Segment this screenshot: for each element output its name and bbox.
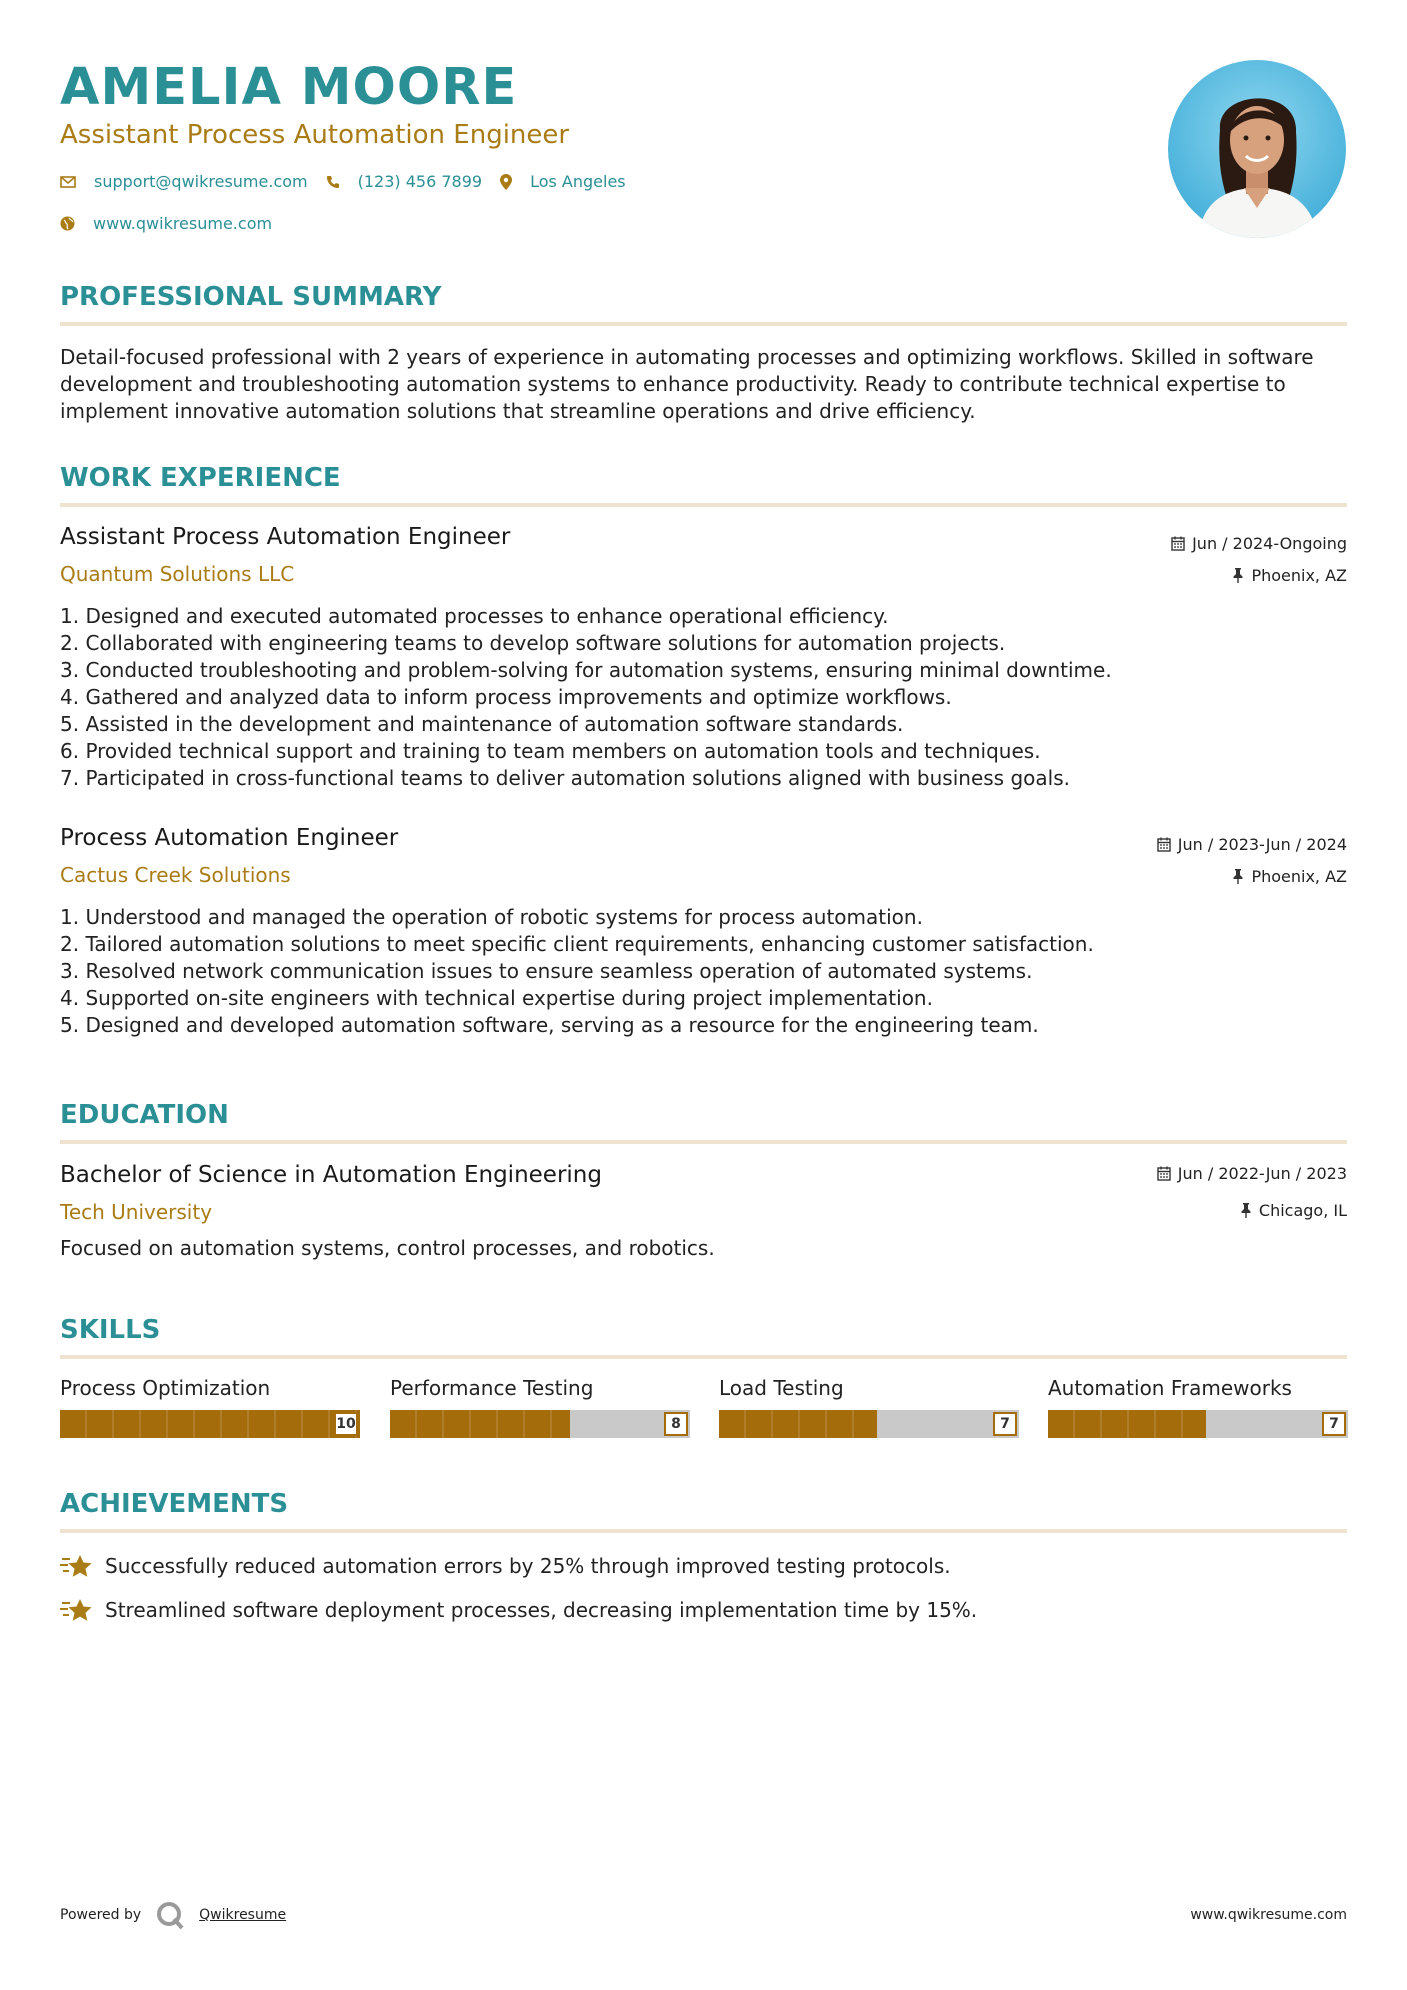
achievement-item [60, 1553, 951, 1579]
list-item: 2. Tailored automation solutions to meet specific client requirements, enhancing customer satisfaction. [60, 932, 1094, 956]
job-bullets [60, 603, 1347, 792]
star-icon [60, 1597, 93, 1623]
list-item: 7. Participated in cross-functional teams to deliver automation solutions aligned with business goals. [60, 766, 1070, 790]
list-item: 4. Supported on-site engineers with technical expertise during project implementation. [60, 986, 933, 1010]
degree-title: Bachelor of Science in Automation Engineering [60, 1162, 602, 1188]
skill-item [1048, 1376, 1348, 1438]
job-dates [1157, 835, 1347, 854]
list-item: 6. Provided technical support and training to team members on automation tools and techniques. [60, 739, 1041, 763]
skill-level-badge: 10 [334, 1412, 358, 1436]
skill-bar-fill [719, 1410, 877, 1438]
experience-heading: WORK EXPERIENCE [60, 463, 1347, 507]
education-description: Focused on automation systems, control processes, and robotics. [60, 1236, 715, 1260]
skill-level-badge: 7 [1322, 1412, 1346, 1436]
calendar-icon [1157, 837, 1171, 852]
job-dates-text: Jun / 2023-Jun / 2024 [1177, 835, 1347, 854]
summary-heading: PROFESSIONAL SUMMARY [60, 282, 1347, 326]
location-contact [500, 172, 626, 191]
email-text: support@qwikresume.com [94, 172, 308, 191]
skill-item [60, 1376, 360, 1438]
job-location [1232, 867, 1347, 886]
calendar-icon [1171, 536, 1185, 551]
skill-level-badge: 8 [664, 1412, 688, 1436]
school-name: Tech University [60, 1200, 213, 1224]
skills-heading: SKILLS [60, 1315, 1347, 1359]
achievements-heading: ACHIEVEMENTS [60, 1489, 1347, 1533]
job-location [1232, 566, 1347, 585]
pushpin-icon [1232, 869, 1244, 884]
skill-bar [390, 1410, 690, 1438]
skill-name: Automation Frameworks [1048, 1376, 1292, 1400]
list-item: 5. Assisted in the development and maintenance of automation software standards. [60, 712, 904, 736]
education-heading: EDUCATION [60, 1100, 1347, 1144]
skill-name: Process Optimization [60, 1376, 271, 1400]
education-location [1240, 1201, 1347, 1220]
profile-portrait-icon [1168, 60, 1346, 238]
location-text: Los Angeles [530, 172, 626, 191]
email-contact[interactable] [60, 172, 308, 191]
phone-contact[interactable] [326, 172, 482, 191]
skill-level-badge: 7 [993, 1412, 1017, 1436]
calendar-icon [1157, 1166, 1171, 1181]
education-dates [1157, 1164, 1347, 1183]
qwikresume-logo-icon [155, 1900, 185, 1930]
job-title: Assistant Process Automation Engineer [60, 524, 511, 550]
profile-photo [1168, 60, 1346, 238]
achievement-text: Streamlined software deployment processes, decreasing implementation time by 15%. [105, 1598, 978, 1622]
contact-row-primary [60, 172, 644, 191]
website-text: www.qwikresume.com [93, 214, 273, 233]
envelope-icon [60, 176, 76, 188]
list-item: 4. Gathered and analyzed data to inform process improvements and optimize workflows. [60, 685, 952, 709]
list-item: 2. Collaborated with engineering teams to develop software solutions for automation projects. [60, 631, 1006, 655]
achievement-text: Successfully reduced automation errors by 25% through improved testing protocols. [105, 1554, 951, 1578]
powered-by-label: Powered by [60, 1907, 142, 1923]
job-company: Cactus Creek Solutions [60, 863, 291, 887]
education-location-text: Chicago, IL [1258, 1201, 1347, 1220]
skill-bar [719, 1410, 1019, 1438]
candidate-name: AMELIA MOORE [60, 58, 518, 117]
globe-icon [60, 216, 75, 231]
phone-text: (123) 456 7899 [357, 172, 483, 191]
skill-name: Load Testing [719, 1376, 844, 1400]
job-dates-text: Jun / 2024-Ongoing [1192, 534, 1347, 553]
job-location-text: Phoenix, AZ [1251, 867, 1347, 886]
star-icon [60, 1553, 93, 1579]
skill-bar [1048, 1410, 1348, 1438]
skill-bar-fill [1048, 1410, 1206, 1438]
list-item: 1. Understood and managed the operation of robotic systems for process automation. [60, 905, 923, 929]
skill-bar-fill [60, 1410, 360, 1438]
phone-icon [326, 175, 340, 189]
qwikresume-link[interactable]: Qwikresume [199, 1907, 287, 1923]
skill-name: Performance Testing [390, 1376, 594, 1400]
achievement-item [60, 1597, 977, 1623]
job-company: Quantum Solutions LLC [60, 562, 295, 586]
contact-row-secondary [60, 214, 290, 233]
list-item: 3. Conducted troubleshooting and problem-solving for automation systems, ensuring minimal downtime. [60, 658, 1112, 682]
job-bullets [60, 904, 1347, 1039]
list-item: 1. Designed and executed automated processes to enhance operational efficiency. [60, 604, 889, 628]
summary-text: Detail-focused professional with 2 years of experience in automating processes and optimizing workflows. Skilled in software development and troubleshooting automation systems to enhance productivity. Ready to contribute technical expertise to implement innovative automation solutions that streamline operations and drive efficiency. [60, 345, 1314, 423]
website-contact[interactable] [60, 214, 272, 233]
skill-bar-fill [390, 1410, 570, 1438]
job-title: Process Automation Engineer [60, 825, 399, 851]
candidate-role: Assistant Process Automation Engineer [60, 120, 570, 150]
list-item: 5. Designed and developed automation software, serving as a resource for the engineering team. [60, 1013, 1039, 1037]
job-location-text: Phoenix, AZ [1251, 566, 1347, 585]
skill-item [390, 1376, 690, 1438]
education-dates-text: Jun / 2022-Jun / 2023 [1177, 1164, 1347, 1183]
skill-item [719, 1376, 1019, 1438]
pushpin-icon [1240, 1203, 1252, 1218]
list-item: 3. Resolved network communication issues to ensure seamless operation of automated systems. [60, 959, 1033, 983]
map-pin-icon [500, 174, 512, 190]
footer-powered-by [60, 1900, 286, 1930]
pushpin-icon [1232, 568, 1244, 583]
job-dates [1171, 534, 1347, 553]
skill-bar [60, 1410, 360, 1438]
footer-website[interactable]: www.qwikresume.com [1190, 1907, 1347, 1923]
